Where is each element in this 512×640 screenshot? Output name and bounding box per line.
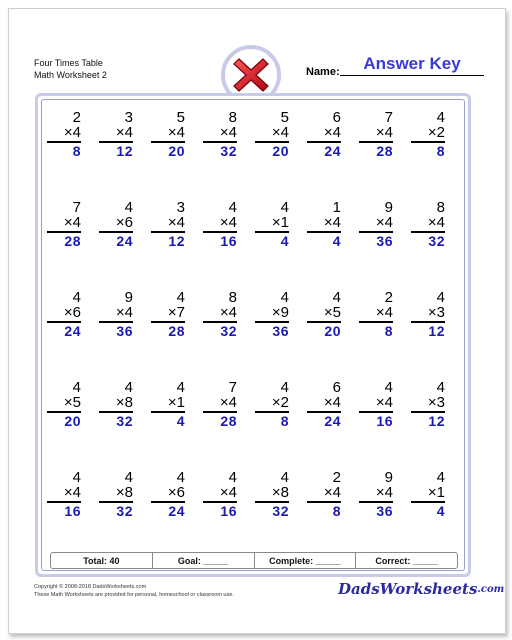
multiplicand: 5 [280, 109, 289, 126]
problem [99, 200, 133, 250]
multiplicand: 8 [228, 109, 237, 126]
answer: 4 [436, 503, 445, 519]
answer: 28 [376, 143, 393, 159]
multiplier: ×4 [411, 215, 445, 233]
problem [47, 290, 81, 340]
problem [359, 380, 393, 430]
problem [203, 110, 237, 160]
multiplicand: 4 [176, 379, 185, 396]
problem [411, 380, 445, 430]
copyright-text: Copyright © 2008-2018 DadsWorksheets.com [34, 584, 147, 590]
answer: 12 [168, 233, 185, 249]
site-logo [338, 578, 505, 600]
multiplier: ×4 [99, 305, 133, 323]
answer: 28 [168, 323, 185, 339]
multiplier: ×6 [151, 485, 185, 503]
answer: 8 [436, 143, 445, 159]
answer: 16 [220, 233, 237, 249]
multiplier: ×3 [411, 305, 445, 323]
problem [307, 110, 341, 160]
answer: 24 [324, 143, 341, 159]
answer: 4 [332, 233, 341, 249]
multiplier: ×4 [47, 125, 81, 143]
multiplier: ×7 [151, 305, 185, 323]
answer: 8 [384, 323, 393, 339]
multiplicand: 4 [384, 379, 393, 396]
title-line-2: Math Worksheet 2 [34, 70, 107, 80]
answer: 24 [324, 413, 341, 429]
answer: 32 [220, 143, 237, 159]
answer: 20 [168, 143, 185, 159]
answer: 4 [176, 413, 185, 429]
problem [411, 470, 445, 520]
answer: 16 [64, 503, 81, 519]
multiplier: ×4 [203, 485, 237, 503]
multiplier: ×2 [255, 395, 289, 413]
problem [307, 290, 341, 340]
multiplicand: 9 [124, 289, 133, 306]
multiplier: ×6 [99, 215, 133, 233]
problem [151, 470, 185, 520]
answer: 12 [428, 413, 445, 429]
answer: 20 [272, 143, 289, 159]
logo-main: DadsWorksheets [338, 580, 478, 598]
answer: 16 [220, 503, 237, 519]
multiplicand: 9 [384, 199, 393, 216]
score-bar [50, 552, 458, 569]
problem [359, 200, 393, 250]
multiplier: ×4 [203, 125, 237, 143]
problem [99, 110, 133, 160]
multiplicand: 2 [72, 109, 81, 126]
multiplicand: 9 [384, 469, 393, 486]
multiplicand: 1 [332, 199, 341, 216]
title-line-1: Four Times Table [34, 58, 103, 68]
multiplicand: 7 [384, 109, 393, 126]
multiplier: ×4 [203, 215, 237, 233]
multiplier: ×4 [307, 125, 341, 143]
multiplier: ×4 [151, 125, 185, 143]
multiplicand: 4 [72, 469, 81, 486]
answer: 36 [272, 323, 289, 339]
multiplier: ×4 [151, 215, 185, 233]
multiplicand: 4 [72, 289, 81, 306]
worksheet-title [34, 57, 107, 81]
problem [203, 200, 237, 250]
answer: 36 [116, 323, 133, 339]
answer: 12 [116, 143, 133, 159]
answer: 24 [168, 503, 185, 519]
logo-suffix: .com [477, 583, 505, 595]
problem [307, 380, 341, 430]
score-total: Total: 40 [51, 553, 153, 568]
multiplicand: 4 [280, 469, 289, 486]
multiplicand: 4 [124, 379, 133, 396]
problem [411, 110, 445, 160]
problem [203, 380, 237, 430]
multiplier: ×6 [47, 305, 81, 323]
answer: 32 [220, 323, 237, 339]
name-line [340, 75, 484, 76]
multiplicand: 2 [384, 289, 393, 306]
problem [359, 110, 393, 160]
answer: 36 [376, 233, 393, 249]
answer: 32 [116, 413, 133, 429]
multiplicand: 5 [176, 109, 185, 126]
answer: 8 [72, 143, 81, 159]
multiplicand: 6 [332, 379, 341, 396]
answer: 24 [116, 233, 133, 249]
score-complete: Complete: _____ [255, 553, 357, 568]
multiplicand: 4 [280, 289, 289, 306]
multiplicand: 4 [280, 199, 289, 216]
multiplier: ×9 [255, 305, 289, 323]
footer-text [34, 583, 234, 599]
multiplicand: 4 [436, 379, 445, 396]
problem [203, 290, 237, 340]
multiplicand: 4 [332, 289, 341, 306]
multiplicand: 4 [176, 469, 185, 486]
multiplicand: 4 [228, 469, 237, 486]
answer: 32 [272, 503, 289, 519]
problem [151, 110, 185, 160]
answer-key-title: Answer Key [363, 54, 461, 73]
multiplier: ×1 [151, 395, 185, 413]
answer: 16 [376, 413, 393, 429]
answer: 8 [332, 503, 341, 519]
problem [255, 290, 289, 340]
problem [307, 200, 341, 250]
multiplicand: 4 [176, 289, 185, 306]
multiplicand: 4 [436, 109, 445, 126]
multiplicand: 8 [436, 199, 445, 216]
answer: 28 [64, 233, 81, 249]
problem [99, 470, 133, 520]
multiplier: ×4 [359, 305, 393, 323]
problem [47, 380, 81, 430]
problem [151, 290, 185, 340]
multiplicand: 4 [124, 199, 133, 216]
problem [99, 380, 133, 430]
multiplicand: 7 [228, 379, 237, 396]
multiplier: ×4 [203, 395, 237, 413]
multiplier: ×4 [307, 395, 341, 413]
multiplier: ×2 [411, 125, 445, 143]
multiplier: ×8 [99, 485, 133, 503]
multiplier: ×4 [359, 215, 393, 233]
multiplicand: 4 [124, 469, 133, 486]
answer: 8 [280, 413, 289, 429]
multiplicand: 3 [176, 199, 185, 216]
problem [151, 380, 185, 430]
multiplier: ×4 [47, 215, 81, 233]
multiplier: ×5 [307, 305, 341, 323]
answer: 32 [116, 503, 133, 519]
multiplicand: 4 [436, 289, 445, 306]
multiplier: ×4 [47, 485, 81, 503]
problem [255, 110, 289, 160]
multiplier: ×4 [99, 125, 133, 143]
problem [255, 470, 289, 520]
answer: 20 [64, 413, 81, 429]
score-correct: Correct: _____ [375, 555, 438, 566]
problem [359, 470, 393, 520]
problem [47, 110, 81, 160]
multiplier: ×4 [359, 485, 393, 503]
multiplier: ×3 [411, 395, 445, 413]
problem [255, 200, 289, 250]
usage-text: These Math Worksheets are provided for personal, homeschool or classroom use. [34, 592, 234, 598]
multiplier: ×4 [307, 215, 341, 233]
multiplicand: 4 [280, 379, 289, 396]
problem [307, 470, 341, 520]
multiplicand: 6 [332, 109, 341, 126]
multiplier: ×1 [255, 215, 289, 233]
multiplier: ×8 [255, 485, 289, 503]
problem [359, 290, 393, 340]
multiplicand: 2 [332, 469, 341, 486]
multiplier: ×4 [255, 125, 289, 143]
score-goal: Goal: _____ [153, 553, 255, 568]
answer: 32 [428, 233, 445, 249]
multiplier: ×4 [203, 305, 237, 323]
multiplicand: 8 [228, 289, 237, 306]
problem [47, 200, 81, 250]
multiplicand: 7 [72, 199, 81, 216]
problem [411, 290, 445, 340]
multiplier: ×8 [99, 395, 133, 413]
answer: 28 [220, 413, 237, 429]
multiplier: ×4 [359, 395, 393, 413]
answer: 4 [280, 233, 289, 249]
multiplier: ×4 [359, 125, 393, 143]
answer: 20 [324, 323, 341, 339]
multiplicand: 4 [228, 199, 237, 216]
multiplier: ×1 [411, 485, 445, 503]
multiplier: ×4 [307, 485, 341, 503]
multiplier: ×5 [47, 395, 81, 413]
problem [47, 470, 81, 520]
problem [99, 290, 133, 340]
problem [203, 470, 237, 520]
problem [411, 200, 445, 250]
answer: 36 [376, 503, 393, 519]
red-x-icon [231, 55, 271, 95]
multiplicand: 4 [72, 379, 81, 396]
answer: 24 [64, 323, 81, 339]
problem [151, 200, 185, 250]
multiplicand: 4 [436, 469, 445, 486]
answer: 12 [428, 323, 445, 339]
problem [255, 380, 289, 430]
multiplicand: 3 [124, 109, 133, 126]
name-label: Name: [306, 66, 340, 78]
